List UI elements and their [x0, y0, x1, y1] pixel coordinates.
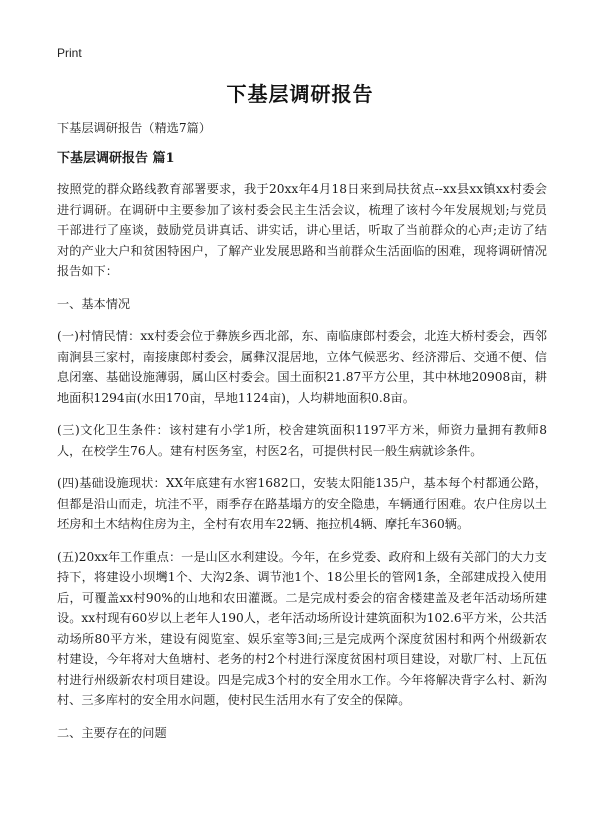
heading-basic-situation: 一、基本情况: [57, 296, 131, 311]
document-title: 下基层调研报告: [226, 82, 374, 106]
section-heading: 下基层调研报告 篇1: [57, 150, 175, 166]
paragraph-work-priorities: (五)20xx年工作重点：一是山区水利建设。今年，在乡党委、政府和上级有关部门的大力支持下，将建设小坝壪1个、大沟2条、调节池1个、18公里长的管网1条，全部建成投入使用后，可覆盖xx村90%的山地和农田灌溉。二是完成村委会的宿舍楼建盖及老年活动场所建设。xx村现有60岁以上老年人190人，老年活动场所设计建筑面积为102.6平方米，公共活动场所80平方米，建设有阅览室、娱乐室等3间;三是完成两个深度贫困村和两个州级新农村建设，今年将对大鱼塘村、老务的村2个村进行深度贫困村项目建设，对歇厂村、上瓦伍村进行州级新农村项目建设。四是完成3个村的安全用水工作。今年将解决背字么村、新沟村、三多库村的安全用水问题，使村民生活用水有了安全的保障。: [57, 549, 547, 707]
paragraph-village-situation: (一)村情民情：xx村委会位于彝族乡西北部，东、南临康郎村委会，北连大桥村委会，西邻南涧县三家村，南接康郎村委会，属彝汉混居地，立体气候恶劣、经济滞后、交通不便、信息闭塞、基础设施薄弱，属山区村委会。国土面积21.87平方公里，其中林地20908亩，耕地面积1294亩(水田170亩，旱地1124亩)，人均耕地面积0.8亩。: [57, 329, 547, 405]
heading-main-problems: 二、主要存在的问题: [57, 725, 167, 740]
document-subtitle: 下基层调研报告（精选7篇）: [57, 121, 212, 135]
paragraph-culture-health: (三)文化卫生条件：该村建有小学1所，校舍建筑面积1197平方米，师资力量拥有教师8人，在校学生76人。建有村医务室，村医2名，可提供村民一般生病就诊条件。: [57, 423, 547, 458]
print-label[interactable]: Print: [57, 46, 82, 60]
paragraph-infrastructure: (四)基础设施现状：XX年底建有水窖1682口，安装太阳能135户，基本每个村都通公路，但都是沿山而走，坑洼不平，雨季存在路基塌方的安全隐患，车辆通行困难。农户住房以土坯房和土木结构住房为主，全村有农用车22辆、拖拉机4辆、摩托车360辆。: [57, 476, 547, 531]
document-body: [57, 118, 547, 755]
intro-paragraph: 按照党的群众路线教育部署要求，我于20xx年4月18日来到局扶贫点--xx县xx镇xx村委会进行调研。在调研中主要参加了该村委会民主生活会议，梳理了该村今年发展规划;与党员干部进行了座谈，鼓励党员讲真话、讲实话，讲心里话，听取了当前群众的心声;走访了结对的产业大户和贫困特困户，了解产业发展思路和当前群众生活面临的困难，现将调研情况报告如下：: [57, 182, 547, 278]
